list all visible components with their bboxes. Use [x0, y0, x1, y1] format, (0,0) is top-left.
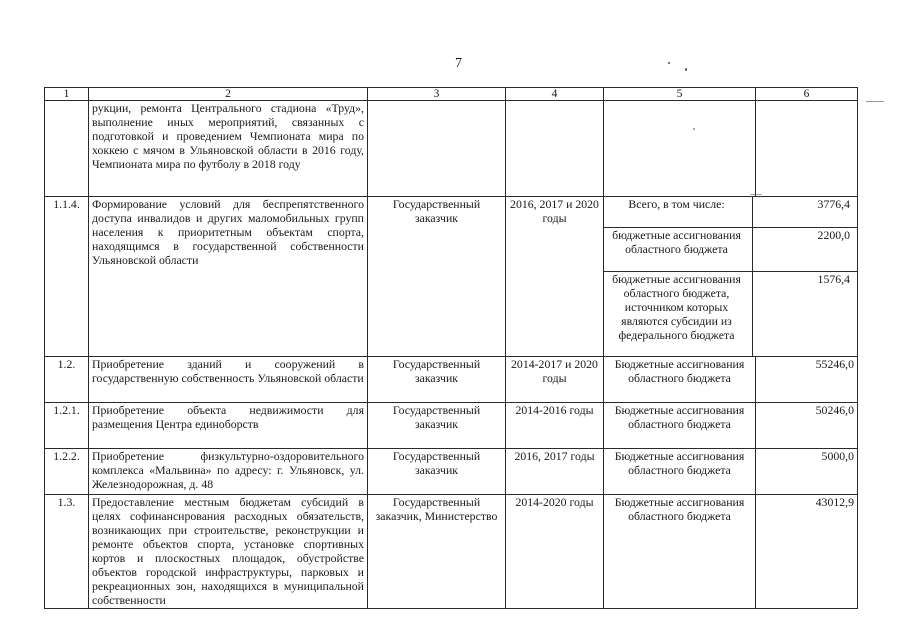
scan-speck — [685, 68, 687, 71]
table-row — [45, 197, 858, 357]
col-header: 5 — [604, 88, 756, 101]
row-description: Приобретение физкультурно-оздоровительного комплекса «Мальвина» по адресу: г. Ульяновск, ул. Железнодорожная, д. 48 — [89, 449, 368, 495]
row-customer: Государственный заказчик, Министерство — [368, 495, 506, 609]
funding-amount: 2200,0 — [817, 228, 850, 242]
funding-breakdown — [604, 197, 858, 357]
row-description: Формирование условий для беспрепятственного доступа инвалидов и других маломобильных групп населения к приоритетным объектам спорта, находящимся в государственной собственности Ульяновской области — [89, 197, 368, 357]
row-source: Бюджетные ассигнования областного бюджета — [604, 495, 756, 609]
funding-amount: 1576,4 — [817, 272, 850, 286]
row-description: рукции, ремонта Центрального стадиона «Труд», выполнение иных мероприятий, связанных с подготовкой и проведением Чемпионата мира по хоккею с мячом в Ульяновской области в 2016 году, Чемпионата мира по футболу в 2018 году — [89, 101, 368, 197]
program-table — [44, 87, 858, 609]
row-years: 2014-2017 и 2020 годы — [506, 357, 604, 403]
row-number — [45, 101, 89, 197]
row-customer: Государственный заказчик — [368, 449, 506, 495]
row-customer: Государственный заказчик — [368, 403, 506, 449]
row-number: 1.2.2. — [45, 449, 89, 495]
page-number: 7 — [455, 56, 462, 71]
row-amount: 5000,0 — [756, 449, 858, 495]
row-number: 1.1.4. — [45, 197, 89, 357]
table-header-row — [45, 88, 858, 101]
table-row — [45, 449, 858, 495]
row-amount: 55246,0 — [756, 357, 858, 403]
scan-speck — [668, 62, 670, 64]
row-customer: Государственный заказчик — [368, 197, 506, 357]
row-description: Приобретение зданий и сооружений в государственную собственность Ульяновской области — [89, 357, 368, 403]
row-number: 1.2.1. — [45, 403, 89, 449]
col-header: 3 — [368, 88, 506, 101]
funding-line — [604, 227, 858, 271]
table-row — [45, 495, 858, 609]
row-years: 2016, 2017 и 2020 годы — [506, 197, 604, 357]
funding-source: бюджетные ассигнования областного бюджета — [604, 228, 754, 271]
funding-source: Всего, в том числе: — [604, 197, 754, 227]
col-header: 2 — [89, 88, 368, 101]
funding-line — [604, 197, 858, 227]
col-header: 1 — [45, 88, 89, 101]
row-customer — [368, 101, 506, 197]
table-row — [45, 403, 858, 449]
row-source — [604, 101, 756, 197]
funding-source: бюджетные ассигнования областного бюджета, источником которых являются субсидии из федерального бюджета — [604, 272, 754, 356]
row-years: 2014-2016 годы — [506, 403, 604, 449]
row-source: Бюджетные ассигнования областного бюджета — [604, 449, 756, 495]
row-number: 1.3. — [45, 495, 89, 609]
row-amount: 50246,0 — [756, 403, 858, 449]
col-header: 4 — [506, 88, 604, 101]
row-description: Предоставление местным бюджетам субсидий в целях софинансирования расходных обязательств, возникающих при строительстве, реконструкции и ремонте объектов спорта, установке спортивных кортов и плоскостных площадок, обустройстве объектов городской инфраструктуры, парковых и рекреационных зон, находящихся в муниципальной собственности — [89, 495, 368, 609]
row-source: Бюджетные ассигнования областного бюджета — [604, 403, 756, 449]
scan-speck — [866, 101, 884, 102]
funding-amount: 3776,4 — [817, 197, 850, 211]
row-amount — [756, 101, 858, 197]
row-years: 2014-2020 годы — [506, 495, 604, 609]
row-number: 1.2. — [45, 357, 89, 403]
row-years — [506, 101, 604, 197]
row-source: Бюджетные ассигнования областного бюджета — [604, 357, 756, 403]
funding-line — [604, 271, 858, 356]
table-row — [45, 357, 858, 403]
col-header: 6 — [756, 88, 858, 101]
row-amount: 43012,9 — [756, 495, 858, 609]
row-description: Приобретение объекта недвижимости для размещения Центра единоборств — [89, 403, 368, 449]
row-years: 2016, 2017 годы — [506, 449, 604, 495]
table-row — [45, 101, 858, 197]
row-customer: Государственный заказчик — [368, 357, 506, 403]
